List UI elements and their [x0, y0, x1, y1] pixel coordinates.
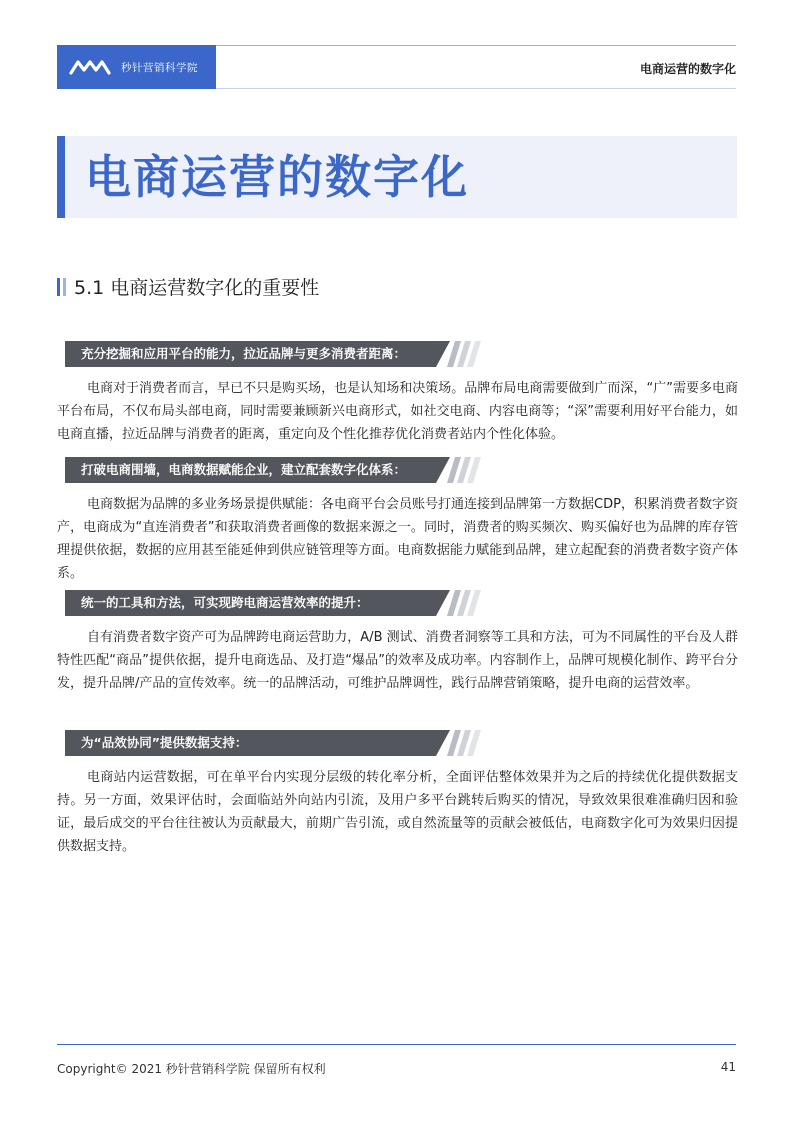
stripes-decoration-icon [447, 730, 487, 756]
section-heading [57, 273, 319, 300]
copyright-text: Copyright© 2021 秒针营销科学院 保留所有权利 [57, 1062, 326, 1076]
subheading-text: 打破电商围墙，电商数据赋能企业，建立配套数字化体系： [81, 462, 407, 477]
subheading-banner [65, 730, 485, 756]
stripes-decoration-icon [447, 341, 487, 367]
subheading-text: 充分挖掘和应用平台的能力，拉近品牌与更多消费者距离： [81, 346, 407, 361]
section-heading-text: 5.1 电商运营数字化的重要性 [74, 277, 320, 299]
stripes-decoration-icon [447, 590, 487, 616]
footer-divider [57, 1044, 736, 1045]
header-divider-bottom [216, 88, 736, 89]
brand-logo [57, 45, 216, 89]
subheading-banner [65, 590, 485, 616]
body-paragraph: 电商站内运营数据，可在单平台内实现分层级的转化率分析，全面评估整体效果并为之后的持续优化提供数据支持。另一方面，效果评估时，会面临站外向站内引流，及用户多平台跳转后购买的情况，导致效果很难准确归因和验证，最后成交的平台往往被认为贡献最大，前期广告引流，或自然流量等的贡献会被低估，电商数字化可为效果归因提供数据支持。 [57, 770, 738, 854]
stripes-decoration-icon [447, 457, 487, 483]
running-header-title: 电商运营的数字化 [639, 62, 736, 76]
brand-name: 秒针营销科学院 [121, 61, 198, 74]
body-paragraph: 电商对于消费者而言，早已不只是购买场，也是认知场和决策场。品牌布局电商需要做到广而深，“广”需要多电商平台布局，不仅布局头部电商，同时需要兼顾新兴电商形式，如社交电商、内容电商等；“深”需要利用好平台能力，如电商直播，拉近品牌与消费者的距离，重定向及个性化推荐优化消费者站内个性化体验。 [57, 381, 738, 442]
body-paragraph: 自有消费者数字资产可为品牌跨电商运营助力，A/B 测试、消费者洞察等工具和方法，可为不同属性的平台及人群特性匹配“商品”提供依据，提升电商选品、及打造“爆品”的效率及成功率。内容制作上，品牌可规模化制作、跨平台分发，提升品牌/产品的宣传效率。统一的品牌活动，可维护品牌调性，践行品牌营销策略，提升电商的运营效率。 [57, 630, 738, 691]
chapter-title: 电商运营的数字化 [85, 150, 469, 204]
chapter-title-band [57, 136, 737, 218]
subheading-text: 统一的工具和方法，可实现跨电商运营效率的提升： [81, 595, 369, 610]
body-paragraph: 电商数据为品牌的多业务场景提供赋能：各电商平台会员账号打通连接到品牌第一方数据CDP，积累消费者数字资产，电商成为“直连消费者”和获取消费者画像的数据来源之一。同时，消费者的购买频次、购买偏好也为品牌的库存管理提供依据，数据的应用甚至能延伸到供应链管理等方面。电商数据能力赋能到品牌，建立起配套的消费者数字资产体系。 [57, 497, 738, 581]
subheading-text: 为“品效协同”提供数据支持： [81, 735, 248, 750]
page-number: 41 [720, 1060, 736, 1074]
logo-mark-icon [69, 57, 115, 77]
section-marker-icon [57, 278, 66, 296]
title-accent-bar [57, 136, 65, 218]
subheading-banner [65, 341, 485, 367]
subheading-banner [65, 457, 485, 483]
header-divider [216, 45, 736, 46]
